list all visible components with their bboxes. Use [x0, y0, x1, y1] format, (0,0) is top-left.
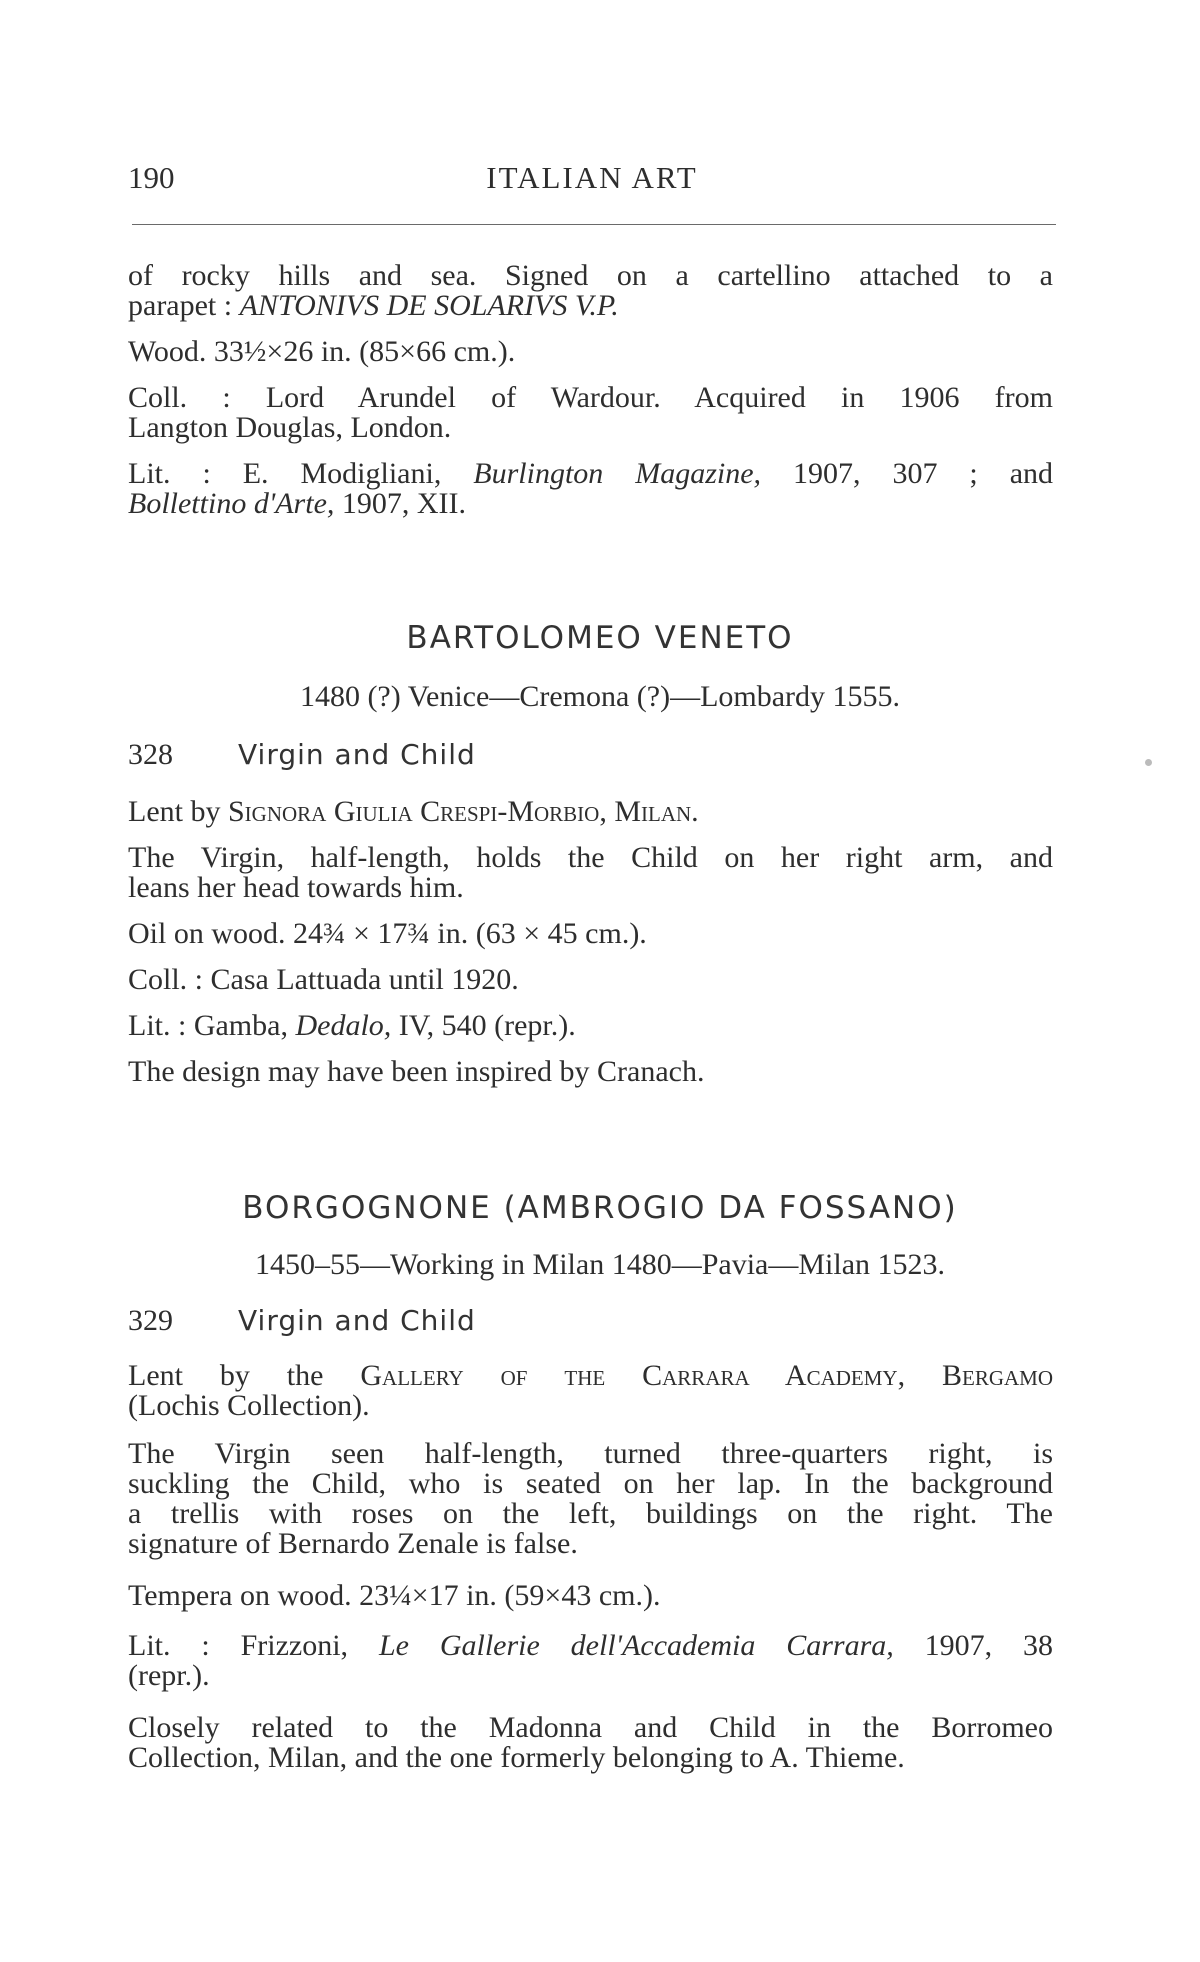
continued-coll-line-2: Langton Douglas, London.	[128, 411, 452, 444]
lit-journal: Le Gallerie dell'Accademia Carrara,	[378, 1629, 894, 1662]
medium-329: Tempera on wood. 23¼×17 in. (59×43 cm.).	[128, 1579, 661, 1612]
literature-329-line-2: (repr.).	[128, 1659, 210, 1692]
collection-328: Coll. : Casa Lattuada until 1920.	[128, 963, 519, 996]
description-329-line-2: suckling the Child, who is seated on her lap. In the background	[128, 1467, 1053, 1500]
artwork-title: Virgin and Child	[238, 738, 476, 771]
continued-coll-line-1: Coll. : Lord Arundel of Wardour. Acquired in 1906 from	[128, 381, 1053, 414]
lit-prefix: Lit. : Frizzoni,	[128, 1629, 349, 1662]
artist-dates-bartolomeo-veneto: 1480 (?) Venice—Cremona (?)—Lombardy 1555.	[299, 680, 901, 713]
artist-heading-borgognone: BORGOGNONE (AMBROGIO DA FOSSANO)	[242, 1190, 958, 1226]
lit-reference: 1907, 38	[924, 1629, 1053, 1662]
lit-journal: Dedalo,	[295, 1009, 392, 1042]
catalogue-number: 328	[128, 738, 173, 771]
description-328-line-1: The Virgin, half-length, holds the Child on her right arm, and	[128, 841, 1053, 874]
continued-lit-line-1	[128, 458, 1053, 490]
lender-prefix: Lent by the	[128, 1359, 324, 1392]
continued-lit-line-2	[128, 488, 1053, 520]
note-328: The design may have been inspired by Cranach.	[128, 1055, 705, 1088]
description-329-line-3: a trellis with roses on the left, buildings on the right. The	[128, 1497, 1053, 1530]
catalogue-entry-328	[128, 738, 476, 772]
literature-328	[128, 1010, 1053, 1042]
description-329-line-1: The Virgin seen half-length, turned three-quarters right, is	[128, 1437, 1053, 1470]
lender-name: Signora Giulia Crespi-Morbio, Milan.	[227, 795, 699, 828]
medium-328: Oil on wood. 24¾ × 17¾ in. (63 × 45 cm.).	[128, 917, 647, 950]
description-329-line-4: signature of Bernardo Zenale is false.	[128, 1527, 578, 1560]
lender-329-line-2: (Lochis Collection).	[128, 1389, 370, 1422]
artist-dates-borgognone: 1450–55—Working in Milan 1480—Pavia—Milan 1523.	[254, 1248, 946, 1281]
running-title: ITALIAN ART	[486, 160, 698, 195]
artwork-title: Virgin and Child	[238, 1304, 476, 1337]
lender-name: Gallery of the Carrara Academy, Bergamo	[360, 1359, 1054, 1392]
description-328-line-2: leans her head towards him.	[128, 871, 464, 904]
note-329-line-2: Collection, Milan, and the one formerly belonging to A. Thieme.	[128, 1741, 905, 1774]
running-head	[128, 160, 1056, 200]
continued-lit-prefix: Lit. : E. Modigliani,	[128, 457, 442, 490]
catalogue-number: 329	[128, 1304, 173, 1337]
continued-lit-year: 1907, 307 ; and	[793, 457, 1054, 490]
note-329-line-1: Closely related to the Madonna and Child in the Borromeo	[128, 1711, 1053, 1744]
paper-speck	[1145, 759, 1152, 766]
lender-329-line-1	[128, 1360, 1053, 1392]
continued-medium: Wood. 33½×26 in. (85×66 cm.).	[128, 335, 516, 368]
lender-prefix: Lent by	[128, 795, 221, 828]
continued-lit-year-2: 1907, XII.	[341, 487, 467, 520]
lit-reference: IV, 540 (repr.).	[398, 1009, 576, 1042]
continued-desc-line-2	[128, 290, 1053, 322]
continued-lit-journal: Burlington Magazine,	[473, 457, 762, 490]
lender-328	[128, 796, 1053, 828]
page-number: 190	[128, 160, 175, 195]
continued-lit-journal-2: Bollettino d'Arte,	[128, 487, 335, 520]
catalogue-entry-329	[128, 1304, 476, 1338]
artist-heading-bartolomeo-veneto: BARTOLOMEO VENETO	[406, 620, 794, 656]
literature-329-line-1	[128, 1630, 1053, 1662]
continued-desc-parapet: parapet :	[128, 289, 233, 322]
header-rule	[132, 224, 1056, 225]
continued-desc-line-1: of rocky hills and sea. Signed on a cartellino attached to a	[128, 259, 1053, 292]
lit-prefix: Lit. : Gamba,	[128, 1009, 288, 1042]
signature-inscription: ANTONIVS DE SOLARIVS V.P.	[239, 289, 619, 322]
